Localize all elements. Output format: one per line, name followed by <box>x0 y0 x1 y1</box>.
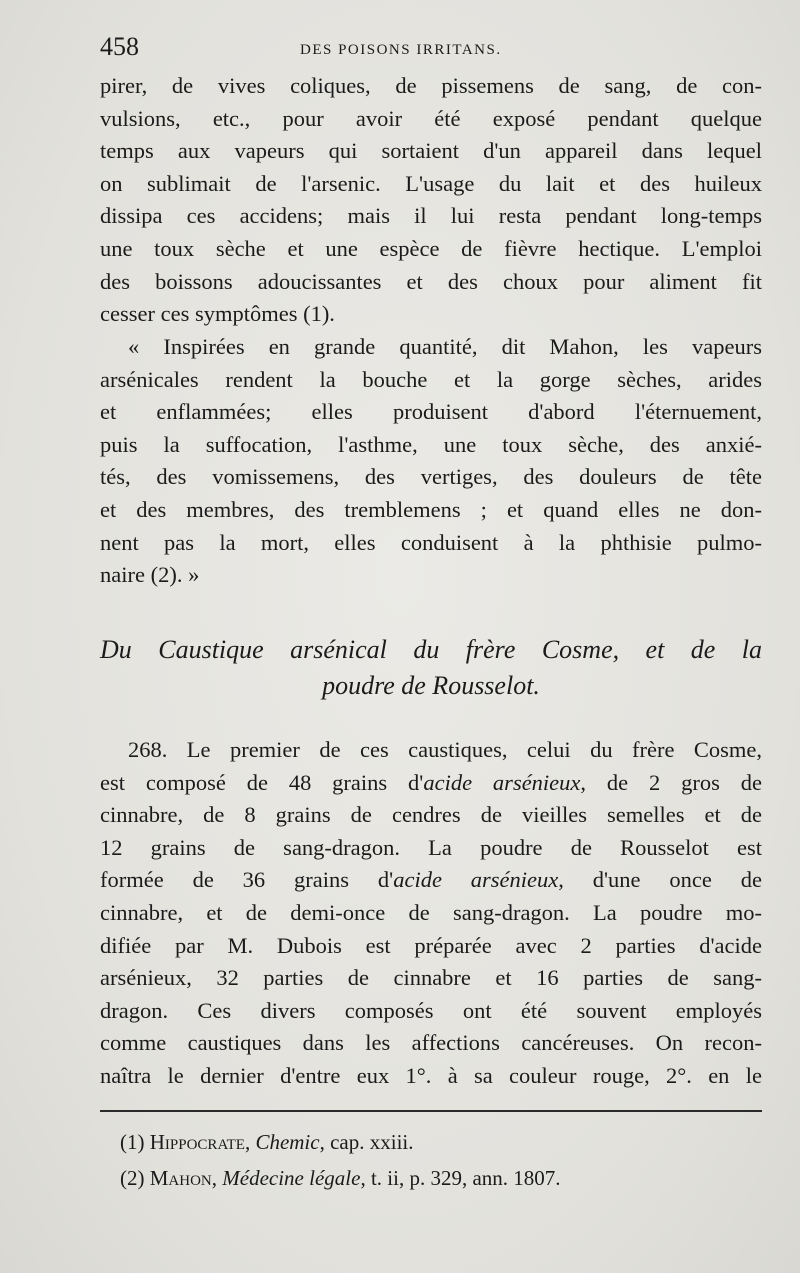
text-line: nent pas la mort, elles conduisent à la phthisie pulmo- <box>100 529 762 555</box>
footnote <box>120 1124 760 1160</box>
footnote-author: Hippocrate <box>149 1130 245 1154</box>
text-line <box>100 995 762 1028</box>
section-heading <box>100 632 762 704</box>
footnote-reference: , cap. xxiii. <box>319 1130 414 1154</box>
text-line: dissipa ces accidens; mais il lui resta pendant long-temps <box>100 203 762 229</box>
text-line: arsénicales rendent la bouche et la gorge sèches, arides <box>100 366 762 392</box>
paragraph-2 <box>100 331 762 592</box>
text-line <box>100 930 762 963</box>
text-line: puis la suffocation, l'asthme, une toux sèche, des anxié- <box>100 431 762 457</box>
italic-term: acide arsénieux <box>393 867 559 893</box>
footnote-separator: , <box>211 1166 223 1190</box>
paragraph-1 <box>100 70 762 331</box>
text-line <box>100 799 762 832</box>
footnote-separator: , <box>244 1130 256 1154</box>
text-line <box>100 767 762 800</box>
text-segment: dragon. Ces divers composés ont été souvent employés <box>100 997 762 1023</box>
text-segment: cinnabre, de 8 grains de cendres de vieilles semelles et de <box>100 802 762 828</box>
text-segment: , d'une once de <box>558 867 762 893</box>
text-segment: arsénieux, 32 parties de cinnabre et 16 parties de sang- <box>100 965 762 991</box>
text-segment: comme caustiques dans les affections cancéreuses. On recon- <box>100 1030 762 1056</box>
text-line: pirer, de vives coliques, de pissemens de sang, de con- <box>100 73 762 98</box>
footnote-author: Mahon <box>149 1166 212 1190</box>
text-segment: difiée par M. Dubois est préparée avec 2 parties d'acide <box>100 932 762 958</box>
text-line: et des membres, des tremblemens ; et quand elles ne don- <box>100 496 762 522</box>
text-line <box>100 1027 762 1060</box>
running-head: DES POISONS IRRITANS. <box>300 42 502 58</box>
text-line: tés, des vomissemens, des vertiges, des douleurs de tête <box>100 464 762 490</box>
footnote-rule <box>100 1110 762 1112</box>
text-line: des boissons adoucissantes et des choux pour aliment fit <box>100 268 762 294</box>
page-number: 458 <box>100 32 139 61</box>
footnote-marker: (2) <box>120 1166 145 1190</box>
text-segment: formée de 36 grains d' <box>100 867 394 893</box>
text-line <box>100 864 762 897</box>
footnote-title: Médecine légale <box>222 1166 361 1190</box>
footnotes <box>120 1124 760 1196</box>
text-line: naire (2). » <box>100 562 200 588</box>
text-line <box>100 832 762 865</box>
text-line: « Inspirées en grande quantité, dit Mahon, les vapeurs <box>128 334 762 359</box>
text-segment: 12 grains de sang-dragon. La poudre de Rousselot est <box>100 834 762 860</box>
text-segment: 268. Le premier de ces caustiques, celui du frère Cosme, <box>128 737 762 762</box>
footnote <box>120 1160 760 1196</box>
italic-term: acide arsénieux <box>423 769 581 795</box>
text-line: et enflammées; elles produisent d'abord l'éternuement, <box>100 399 762 425</box>
text-segment: , de 2 gros de <box>580 769 762 795</box>
section-heading-line-2: poudre de Rousselot. <box>322 671 540 700</box>
text-line: une toux sèche et une espèce de fièvre hectique. L'emploi <box>100 235 762 261</box>
footnote-marker: (1) <box>120 1130 145 1154</box>
text-line: on sublimait de l'arsenic. L'usage du lait et des huileux <box>100 170 762 196</box>
section-heading-line-1: Du Caustique arsénical du frère Cosme, et de la <box>100 635 762 664</box>
text-segment: cinnabre, et de demi-once de sang-dragon. La poudre mo- <box>100 899 762 925</box>
footnote-reference: , t. ii, p. 329, ann. 1807. <box>360 1166 561 1190</box>
text-segment: est composé de 48 grains d' <box>100 769 424 795</box>
text-segment: naîtra le dernier d'entre eux 1°. à sa couleur rouge, 2°. en le <box>100 1062 762 1088</box>
text-line <box>100 962 762 995</box>
footnote-title: Chemic <box>255 1130 320 1154</box>
text-line: temps aux vapeurs qui sortaient d'un appareil dans lequel <box>100 138 762 164</box>
paragraph-3 <box>100 734 762 1093</box>
text-line <box>100 897 762 930</box>
text-line <box>100 734 762 767</box>
text-line: vulsions, etc., pour avoir été exposé pendant quelque <box>100 105 762 131</box>
page-header <box>100 32 760 72</box>
text-line: cesser ces symptômes (1). <box>100 301 335 327</box>
text-line <box>100 1060 762 1093</box>
